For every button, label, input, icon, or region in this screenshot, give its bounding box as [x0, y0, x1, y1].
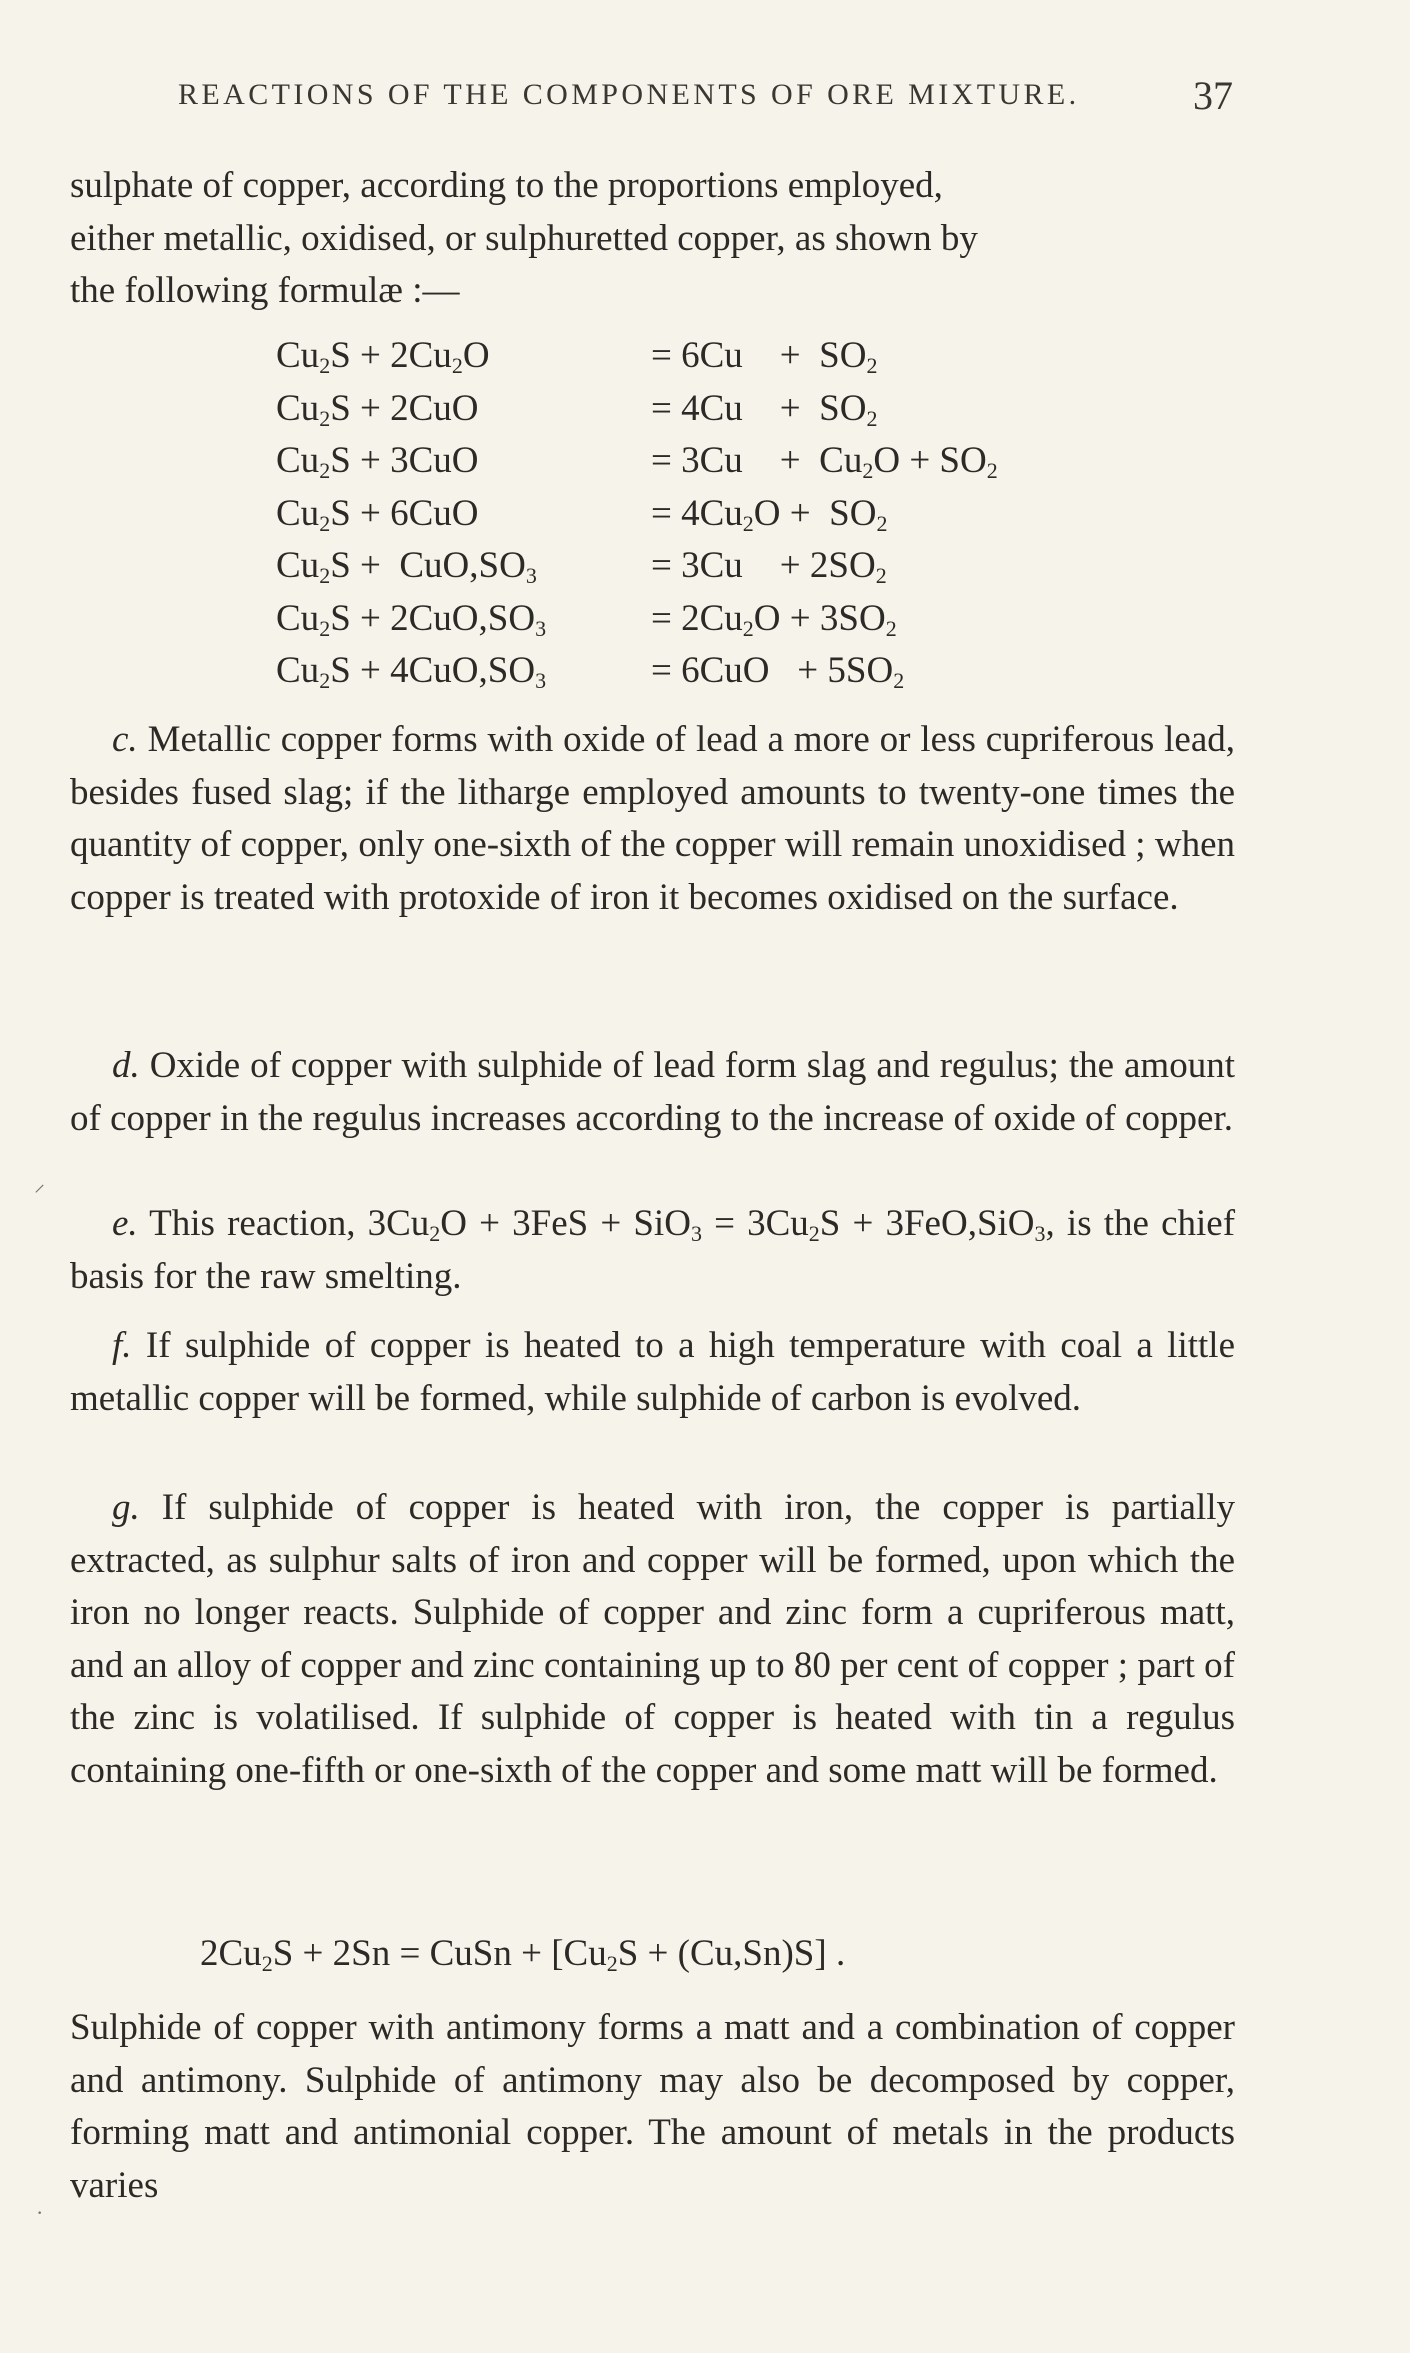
formula-row	[276, 593, 998, 646]
formula-text: S + CuO,SO	[330, 545, 526, 586]
formula-subscript: 2	[319, 458, 331, 483]
formula-subscript: 2	[319, 405, 331, 431]
formula-text: Cu	[276, 440, 320, 481]
formula-text: S + 6CuO	[330, 492, 479, 534]
paragraph-c-letter: c.	[112, 719, 138, 760]
formula-left-side	[276, 383, 651, 436]
paragraph-e-text-1: This reaction, 3Cu	[149, 1203, 430, 1244]
formula-row	[276, 330, 998, 383]
formula-table	[276, 330, 998, 698]
formula-text: S + 2CuO,SO	[330, 597, 536, 639]
formula-text: = 6CuO + 5SO	[651, 650, 894, 691]
formula-subscript: 2	[319, 668, 331, 693]
formula-text: = 4Cu	[651, 492, 743, 534]
paragraph-c-text: Metallic copper forms with oxide of lead a more or less cupriferous lead, besides fused slag; if the litharge employed amounts to twenty-one times the quantity of copper, only one-sixth of the copper will remain unoxidised ; when copper is treated with protoxide of iron it becomes oxidised on the surface.	[70, 719, 1235, 918]
formula-subscript: 2	[319, 615, 331, 641]
paragraph-e-text-4: S + 3FeO,SiO	[819, 1203, 1035, 1244]
formula-left-side	[276, 593, 651, 646]
formula-right-side	[651, 330, 998, 383]
paragraph-c	[70, 714, 1235, 924]
paragraph-d-letter: d.	[112, 1045, 140, 1086]
formula-text: = 2Cu	[651, 597, 743, 639]
formula-subscript: 2	[876, 510, 888, 536]
paragraph-final-text: Sulphide of copper with antimony forms a matt and a combination of copper and antimony. Sulphide of antimony may also be decomposed by copper, forming matt and antimonial copper. The amount of metals in the products varies	[70, 2007, 1235, 2206]
paragraph-f	[70, 1320, 1235, 1425]
paragraph-e-letter: e.	[112, 1203, 138, 1244]
formula-text: Cu	[276, 492, 320, 534]
paragraph-g-letter: g.	[112, 1487, 140, 1528]
paragraph-f-text: If sulphide of copper is heated to a high temperature with coal a little metallic copper will be formed, while sulphide of carbon is evolved.	[70, 1325, 1235, 1419]
formula-subscript: 2	[986, 458, 998, 483]
margin-tick-mark: ⸝	[34, 1171, 46, 1196]
formula-right-side	[651, 593, 998, 646]
paragraph-e-sub-4: 3	[1034, 1221, 1046, 1246]
formula-text: Cu	[276, 335, 320, 376]
formula-left-side	[276, 540, 651, 593]
formula-subscript: 2	[742, 510, 754, 536]
tin-eq-text-1: 2Cu	[200, 1933, 262, 1974]
formula-row	[276, 488, 998, 541]
formula-subscript: 2	[319, 353, 331, 378]
paragraph-g-text: If sulphide of copper is heated with iron, the copper is partially extracted, as sulphur salts of iron and copper will be formed, upon which the iron no longer reacts. Sulphide of copper and zinc form a cupriferous matt, and an alloy of copper and zinc containing up to 80 per cent of copper ; part of the zinc is volatilised. If sulphide of copper is heated with tin a regulus containing one-fifth or one-sixth of the copper and some matt will be formed.	[70, 1487, 1236, 1791]
formula-text: Cu	[276, 597, 320, 639]
paragraph-e-text-5: , is the chief basis for the raw smelting.	[70, 1203, 1236, 1297]
formula-row	[276, 383, 998, 436]
paragraph-g	[70, 1482, 1235, 1797]
running-header	[178, 73, 1233, 118]
formula-subscript: 3	[525, 563, 537, 588]
formula-subscript: 2	[742, 615, 754, 641]
paragraph-e-text-3: = 3Cu	[701, 1203, 809, 1244]
formula-text: O + SO	[873, 440, 987, 481]
formula-text: Cu	[276, 545, 320, 586]
tin-equation	[200, 1928, 845, 1981]
paragraph-d-text: Oxide of copper with sulphide of lead form slag and regulus; the amount of copper in the regulus increases according to the increase of oxide of copper.	[70, 1045, 1235, 1139]
formula-text: O	[462, 335, 490, 376]
paragraph-d	[70, 1040, 1235, 1145]
header-title: REACTIONS OF THE COMPONENTS OF ORE MIXTURE.	[178, 78, 1080, 111]
formula-text: S + 3CuO	[330, 440, 479, 481]
formula-right-side	[651, 540, 998, 593]
formula-right-side	[651, 488, 998, 541]
formula-text: = 6Cu + SO	[651, 335, 867, 376]
formula-subscript: 2	[893, 668, 905, 693]
formula-left-side	[276, 435, 651, 488]
formula-text: S + 2CuO	[330, 387, 479, 429]
formula-subscript: 2	[866, 405, 878, 431]
formula-right-side	[651, 383, 998, 436]
paragraph-e-sub-1: 2	[429, 1221, 441, 1246]
formula-subscript: 2	[319, 563, 331, 588]
formula-left-side	[276, 488, 651, 541]
paragraph-e-sub-3: 2	[808, 1221, 820, 1246]
formula-left-side	[276, 330, 651, 383]
formula-text: O + SO	[753, 492, 877, 534]
paragraph-f-letter: f.	[112, 1325, 132, 1366]
formula-text: = 4Cu + SO	[651, 387, 867, 429]
formula-text: S + 4CuO,SO	[330, 650, 536, 691]
formula-text: Cu	[276, 650, 320, 691]
formula-subscript: 3	[535, 668, 547, 693]
margin-dot-mark: ·	[36, 2200, 44, 2225]
formula-text: = 3Cu + Cu	[651, 440, 863, 481]
formula-row	[276, 645, 998, 698]
paragraph-e-sub-2: 3	[690, 1221, 702, 1246]
formula-row	[276, 435, 998, 488]
formula-subscript: 2	[862, 458, 874, 483]
formula-text: S + 2Cu	[330, 335, 452, 376]
formula-subscript: 2	[451, 353, 463, 378]
formula-right-side	[651, 435, 998, 488]
formula-left-side	[276, 645, 651, 698]
tin-eq-text-3: S + (Cu,Sn)S] .	[617, 1933, 846, 1974]
intro-line-3: the following formulæ :—	[70, 270, 460, 311]
paragraph-final	[70, 2002, 1235, 2212]
paragraph-e-text-2: O + 3FeS + SiO	[440, 1203, 691, 1244]
intro-paragraph	[70, 160, 1235, 318]
intro-line-2: either metallic, oxidised, or sulphuretted copper, as shown by	[70, 217, 978, 259]
formula-text: = 3Cu + 2SO	[651, 545, 876, 586]
formula-subscript: 2	[319, 510, 331, 536]
tin-eq-sub-1: 2	[261, 1951, 273, 1976]
formula-subscript: 3	[535, 615, 547, 641]
formula-text: Cu	[276, 387, 320, 429]
formula-subscript: 2	[866, 353, 878, 378]
tin-eq-sub-2: 2	[606, 1951, 618, 1976]
formula-subscript: 2	[875, 563, 887, 588]
paragraph-e	[70, 1198, 1235, 1303]
intro-line-1: sulphate of copper, according to the proportions employed,	[70, 165, 943, 206]
formula-right-side	[651, 645, 998, 698]
formula-text: O + 3SO	[753, 597, 886, 639]
tin-eq-text-2: S + 2Sn = CuSn + [Cu	[272, 1933, 607, 1974]
page-number: 37	[1193, 73, 1233, 118]
formula-row	[276, 540, 998, 593]
formula-subscript: 2	[885, 615, 897, 641]
